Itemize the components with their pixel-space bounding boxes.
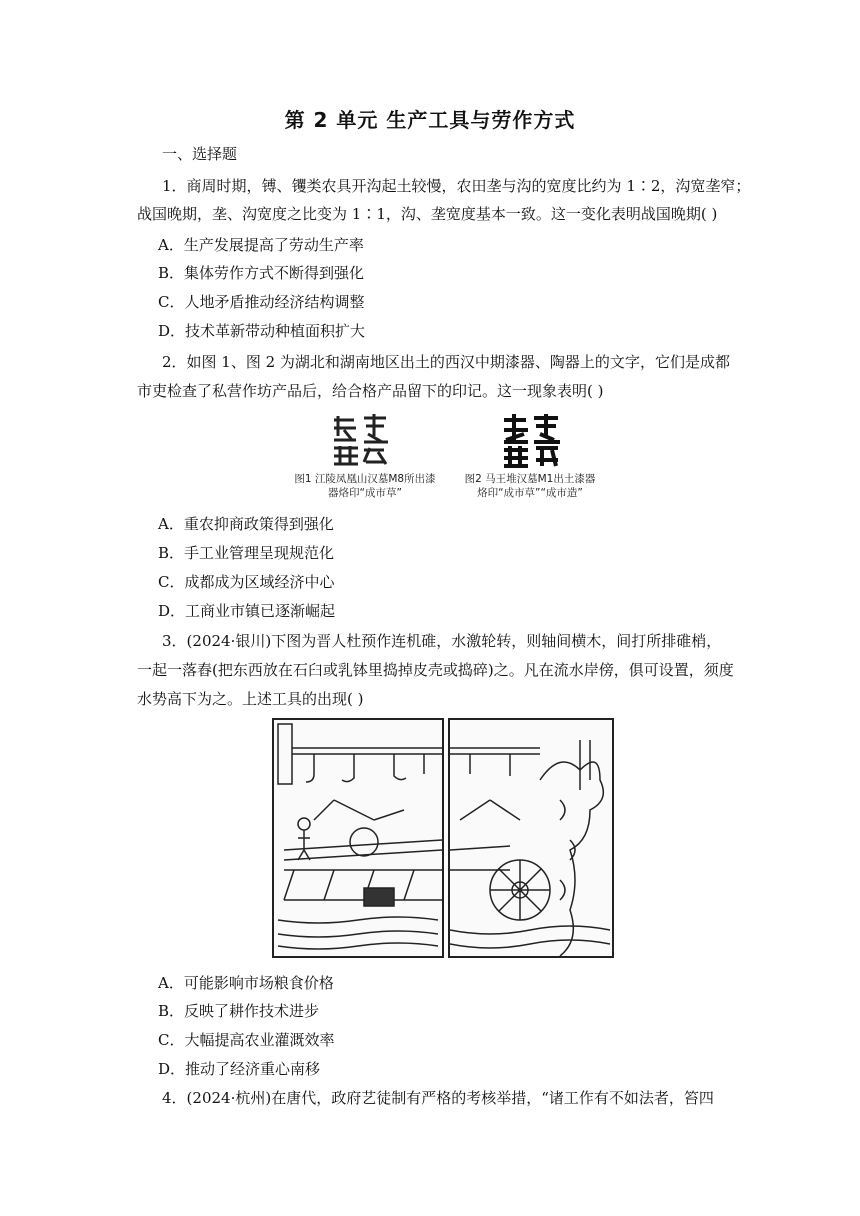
q4-stem-line1: 4．(2024·杭州)在唐代，政府艺徒制有严格的考核举措，“诸工作有不如法者，笞四 (162, 1089, 714, 1107)
q1-option-c: C．人地矛盾推动经济结构调整 (158, 293, 365, 311)
water-mill-woodcut-left (272, 718, 444, 958)
q2-option-c: C．成都成为区域经济中心 (158, 573, 335, 591)
section-heading: 一、选择题 (162, 145, 238, 163)
q1-option-a: A．生产发展提高了劳动生产率 (158, 236, 364, 254)
q2-stem-line2: 市吏检查了私营作坊产品后，给合格产品留下的印记。这一现象表明( ) (137, 382, 604, 400)
q3-stem-line2: 一起一落舂(把东西放在石臼或乳钵里捣掉皮壳或捣碎)之。凡在流水岸傍，俱可设置，须度 (137, 661, 734, 679)
q2-stem-line1: 2．如图 1、图 2 为湖北和湖南地区出土的西汉中期漆器、陶器上的文字，它们是成都 (162, 353, 730, 371)
q3-stem-line1: 3．(2024·银川)下图为晋人杜预作连机碓，水激轮转，则轴间横木，间打所排碓梢， (162, 632, 722, 650)
figure1-caption-line1: 图1 江陵凤凰山汉墓M8所出漆 (294, 473, 436, 485)
q3-stem-line3: 水势高下为之。上述工具的出现( ) (137, 690, 364, 708)
q3-option-a: A．可能影响市场粮食价格 (158, 974, 334, 992)
page-title: 第 2 单元 生产工具与劳作方式 (284, 108, 576, 132)
q3-option-d: D．推动了经济重心南移 (158, 1060, 321, 1078)
q2-option-d: D．工商业市镇已逐渐崛起 (158, 602, 336, 620)
q1-stem-line1: 1．商周时期，镈、䦆类农具开沟起土较慢，农田垄与沟的宽度比约为 1∶2，沟宽垄窄； (162, 177, 751, 195)
figure2-caption-line2: 烙印“成市草”“成市造” (477, 487, 583, 499)
water-mill-woodcut-right (448, 718, 614, 958)
figure1-caption-line2: 器烙印“成市草” (328, 487, 402, 499)
q3-option-b: B．反映了耕作技术进步 (158, 1002, 320, 1020)
figure2-seal-image (500, 412, 564, 468)
q2-option-b: B．手工业管理呈现规范化 (158, 544, 335, 562)
q1-option-d: D．技术革新带动种植面积扩大 (158, 322, 366, 340)
q1-stem-line2: 战国晚期，垄、沟宽度之比变为 1∶1，沟、垄宽度基本一致。这一变化表明战国晚期( ) (137, 205, 718, 223)
q1-option-b: B．集体劳作方式不断得到强化 (158, 264, 365, 282)
figure1-seal-image (330, 412, 392, 468)
q2-option-a: A．重农抑商政策得到强化 (158, 515, 334, 533)
figure2-caption-line1: 图2 马王堆汉墓M1出土漆器 (464, 473, 596, 485)
q3-option-c: C．大幅提高农业灌溉效率 (158, 1031, 335, 1049)
